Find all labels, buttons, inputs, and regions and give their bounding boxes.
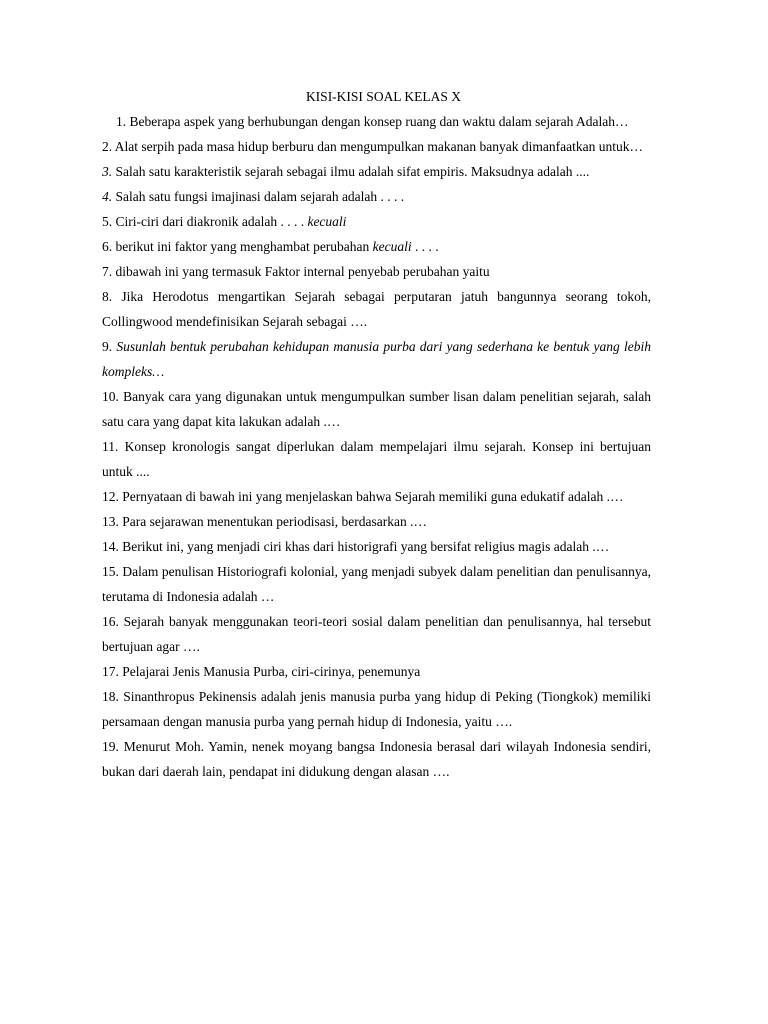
question-number: 17.: [102, 664, 119, 679]
question-number: 10.: [102, 389, 119, 404]
question-number: 13.: [102, 514, 119, 529]
question-14: [102, 534, 651, 559]
question-text: Alat serpih pada masa hidup berburu dan mengumpulkan makanan banyak dimanfaatkan untuk…: [114, 139, 643, 154]
question-number: 2.: [102, 139, 113, 154]
question-17: [102, 659, 651, 684]
question-number: 4.: [102, 189, 113, 204]
question-6: [102, 234, 651, 259]
question-text: Beberapa aspek yang berhubungan dengan konsep ruang dan waktu dalam sejarah Adalah…: [129, 114, 629, 129]
question-text: Banyak cara yang digunakan untuk mengumpulkan sumber lisan dalam penelitian sejarah, salah satu cara yang dapat kita lakukan adalah .…: [102, 389, 651, 429]
question-text: Susunlah bentuk perubahan kehidupan manusia purba dari yang sederhana ke bentuk yang lebih kompleks…: [102, 339, 651, 379]
question-number: 11.: [102, 439, 119, 454]
question-2: [102, 134, 651, 159]
question-number: 3.: [102, 164, 113, 179]
question-text: Jika Herodotus mengartikan Sejarah sebagai perputaran jatuh bangunnya seorang tokoh, Collingwood mendefinisikan Sejarah sebagai ….: [102, 289, 652, 329]
question-number: 19.: [102, 739, 119, 754]
question-7: [102, 259, 651, 284]
question-text: Ciri-ciri dari diakronik adalah . . . .: [115, 214, 308, 229]
question-number: 12.: [102, 489, 119, 504]
document-page: [102, 84, 651, 784]
question-number: 1.: [116, 114, 127, 129]
question-text: Salah satu karakteristik sejarah sebagai ilmu adalah sifat empiris. Maksudnya adalah ....: [115, 164, 590, 179]
document-title: KISI-KISI SOAL KELAS X: [305, 89, 462, 104]
question-number: 7.: [102, 264, 113, 279]
question-text: dibawah ini yang termasuk Faktor internal penyebab perubahan yaitu: [115, 264, 490, 279]
question-4: [102, 184, 651, 209]
question-3: [102, 159, 651, 184]
question-number: 14.: [102, 539, 119, 554]
question-text: Pernyataan di bawah ini yang menjelaskan bahwa Sejarah memiliki guna edukatif adalah .…: [122, 489, 624, 504]
question-15: [102, 559, 651, 609]
question-number: 18.: [102, 689, 119, 704]
question-number: 5.: [102, 214, 113, 229]
question-text: Berikut ini, yang menjadi ciri khas dari historigrafi yang bersifat religius magis adalah .…: [122, 539, 610, 554]
question-text: Dalam penulisan Historiografi kolonial, yang menjadi subyek dalam penelitian dan penulisannya, terutama di Indonesia adalah …: [102, 564, 651, 604]
question-number: 8.: [102, 289, 113, 304]
question-text-tail: . . . .: [411, 239, 439, 254]
question-9: [102, 334, 651, 384]
question-16: [102, 609, 651, 659]
question-5: [102, 209, 651, 234]
question-18: [102, 684, 651, 734]
question-11: [102, 434, 651, 484]
question-10: [102, 384, 651, 434]
question-8: [102, 284, 651, 334]
question-text: Sinanthropus Pekinensis adalah jenis manusia purba yang hidup di Peking (Tiongkok) memiliki persamaan dengan manusia purba yang pernah hidup di Indonesia, yaitu ….: [102, 689, 651, 729]
question-1: [102, 109, 651, 134]
question-text: Pelajarai Jenis Manusia Purba, ciri-cirinya, penemunya: [122, 664, 421, 679]
question-text-emphasis: kecuali: [307, 214, 347, 229]
question-text: Konsep kronologis sangat diperlukan dalam mempelajari ilmu sejarah. Konsep ini bertujuan untuk ....: [102, 439, 652, 479]
question-number: 16.: [102, 614, 119, 629]
question-12: [102, 484, 651, 509]
question-number: 6.: [102, 239, 113, 254]
question-number: 9.: [102, 339, 113, 354]
question-13: [102, 509, 651, 534]
question-text-emphasis: kecuali: [372, 239, 412, 254]
question-text: Salah satu fungsi imajinasi dalam sejarah adalah . . . .: [115, 189, 405, 204]
question-text: Para sejarawan menentukan periodisasi, berdasarkan .…: [122, 514, 428, 529]
question-text: Sejarah banyak menggunakan teori-teori sosial dalam penelitian dan penulisannya, hal tersebut bertujuan agar ….: [102, 614, 651, 654]
question-text: berikut ini faktor yang menghambat perubahan: [115, 239, 373, 254]
question-text: Menurut Moh. Yamin, nenek moyang bangsa Indonesia berasal dari wilayah Indonesia sendiri, bukan dari daerah lain, pendapat ini didukung dengan alasan ….: [102, 739, 652, 779]
question-number: 15.: [102, 564, 119, 579]
question-19: [102, 734, 651, 784]
